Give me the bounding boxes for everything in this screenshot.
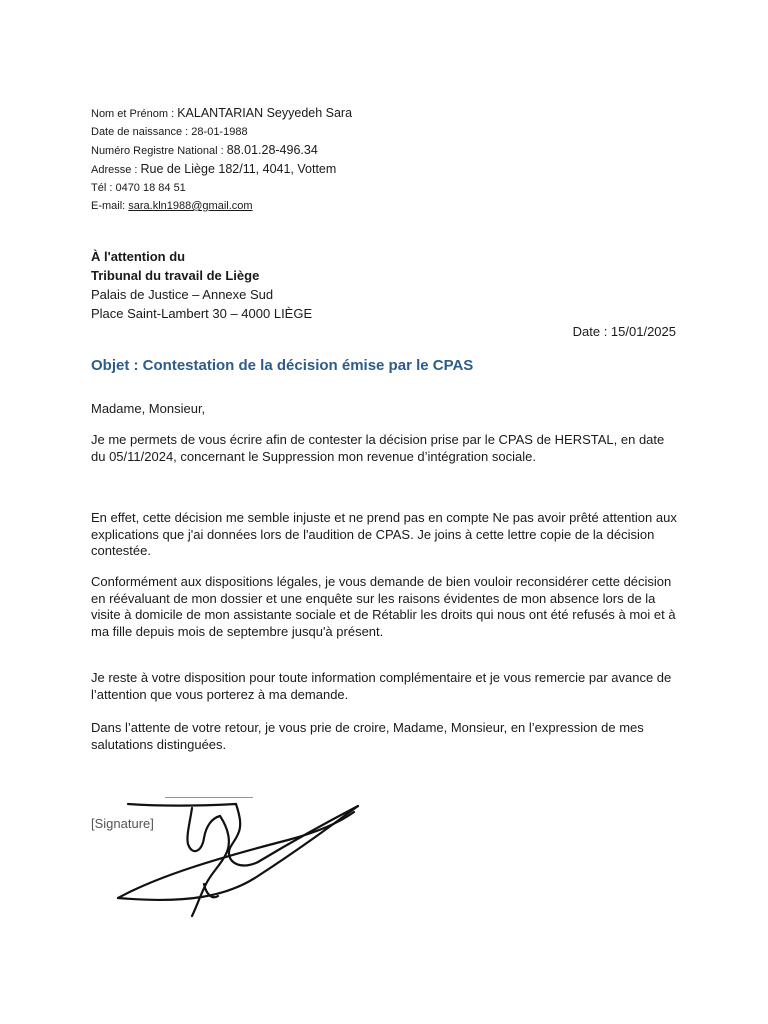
salutation: Madame, Monsieur, [91, 401, 206, 416]
paragraph-3: Conformément aux dispositions légales, je vous demande de bien vouloir reconsidérer cette décision en réévaluant de mon dossier et une enquête sur les raisons évidentes de mon absence lors de la visite à domicile de mon assistante sociale et de Rétablir les droits qui nous ont été refusés à moi et à ma fille depuis mois de septembre jusqu'à présent. [91, 574, 676, 639]
sender-address-label: Adresse : [91, 164, 141, 176]
sender-phone-label: Tél : [91, 182, 116, 194]
paragraph-2: En effet, cette décision me semble injuste et ne prend pas en compte Ne pas avoir prêté attention aux explications que j'ai données lors de l'audition de CPAS. Je joins à cette lettre copie de la décision contestée. [91, 510, 677, 558]
sender-name-value: KALANTARIAN Seyyedeh Sara [177, 106, 353, 120]
sender-phone-line [91, 179, 511, 197]
recipient-attention: À l'attention du [91, 249, 186, 264]
paragraph-5: Dans l’attente de votre retour, je vous prie de croire, Madame, Monsieur, en l’expression de mes salutations distinguées. [91, 720, 644, 752]
sender-phone-value: 0470 18 84 51 [115, 182, 186, 194]
sender-address-line [91, 160, 511, 179]
sender-birth-value: 28-01-1988 [191, 126, 248, 138]
sender-address-value: Rue de Liège 182/11, 4041, Vottem [140, 162, 337, 176]
signature-label: [Signature] [91, 816, 154, 831]
sender-birth-label: Date de naissance : [91, 126, 192, 138]
paragraph-4: Je reste à votre disposition pour toute information complémentaire et je vous remercie par avance de l’attention que vous porterez à ma demande. [91, 670, 672, 702]
recipient-building: Palais de Justice – Annexe Sud [91, 287, 274, 302]
sender-email-link[interactable]: sara.kln1988@gmail.com [128, 200, 253, 212]
sender-name-label: Nom et Prénom : [91, 108, 178, 120]
letter-date: Date : 15/01/2025 [572, 324, 676, 339]
sender-name-line [91, 104, 511, 123]
sender-block [91, 104, 511, 215]
sender-birth-line [91, 123, 511, 141]
letter-subject: Objet : Contestation de la décision émise par le CPAS [91, 357, 474, 374]
sender-email-label: E-mail: [91, 200, 129, 212]
recipient-address: Place Saint-Lambert 30 – 4000 LIÈGE [91, 306, 313, 321]
paragraph-1: Je me permets de vous écrire afin de contester la décision prise par le CPAS de HERSTAL, en date du 05/11/2024, concernant le Suppression mon revenue d’intégration sociale. [91, 432, 665, 464]
sender-registry-label: Numéro Registre National : [91, 145, 227, 157]
sender-email-line [91, 197, 511, 215]
recipient-block [91, 247, 511, 323]
sender-registry-value: 88.01.28-496.34 [226, 143, 318, 157]
sender-registry-line [91, 141, 511, 160]
handwritten-signature [108, 792, 368, 922]
recipient-court: Tribunal du travail de Liège [91, 268, 260, 283]
